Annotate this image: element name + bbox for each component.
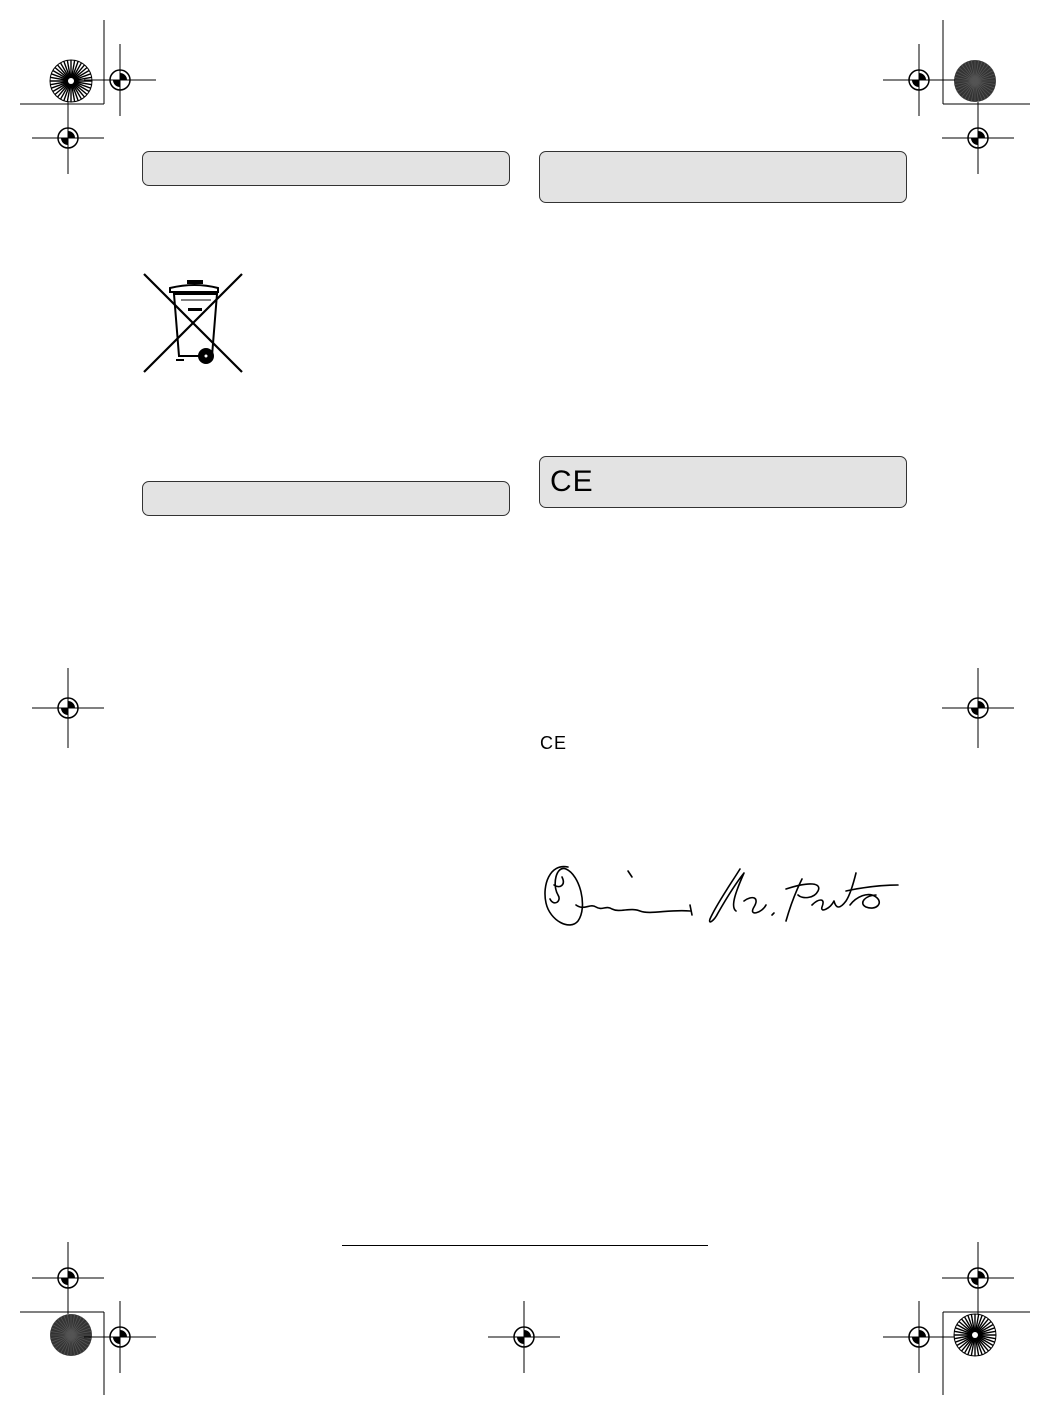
crosshair-registration-icon (484, 1297, 564, 1377)
right-section-header-1 (539, 151, 907, 203)
ce-mark-small: CE (540, 733, 568, 753)
crosshair-registration-icon (80, 1297, 160, 1377)
crosshair-registration-icon (879, 1297, 959, 1377)
ce-mark-large: CE (550, 465, 594, 498)
left-section-header-2 (142, 481, 510, 516)
crosshair-registration-icon (938, 668, 1018, 748)
left-section-header-1 (142, 151, 510, 186)
footer-rule (342, 1245, 708, 1246)
handwritten-signatures (540, 855, 905, 935)
crosshair-registration-icon (938, 98, 1018, 178)
crossed-out-wheelie-bin-icon (140, 270, 246, 376)
right-section-header-2 (539, 456, 907, 508)
crosshair-registration-icon (28, 668, 108, 748)
crosshair-registration-icon (28, 98, 108, 178)
